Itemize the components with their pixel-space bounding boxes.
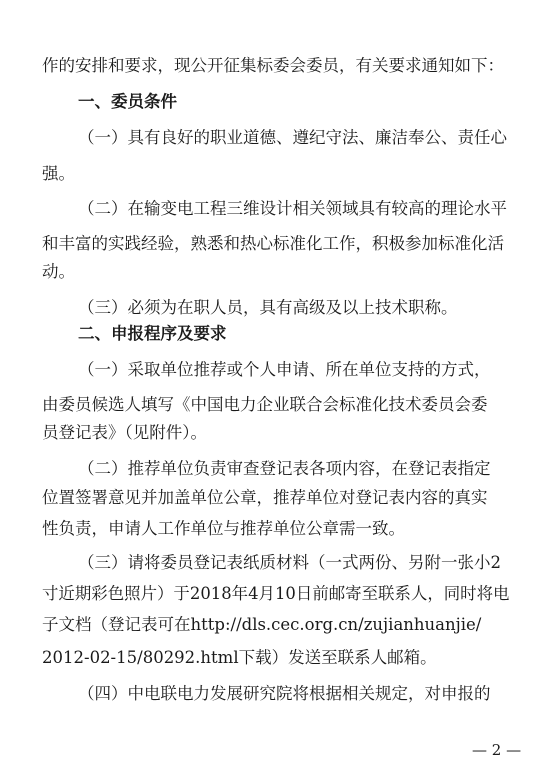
procedure-2-line-3: 性负责，申请人工作单位与推荐单位公章需一致。 [42,519,405,538]
procedure-2-line-1: （二）推荐单位负责审查登记表各项内容，在登记表指定 [78,459,491,478]
condition-3-line-1: （三）必须为在职人员，具有高级及以上技术职称。 [78,298,458,317]
condition-1-line-2: 强。 [42,164,75,183]
procedure-3-line-3: 子文档（登记表可在http://dls.cec.org.cn/zujianhuanjie/ [42,615,482,634]
condition-2-line-3: 动。 [42,262,75,281]
procedure-1-line-2: 由委员候选人填写《中国电力企业联合会标准化技术委员会委 [42,395,488,414]
page-number: — 2 — [472,741,522,759]
condition-2-line-1: （二）在输变电工程三维设计相关领域具有较高的理论水平 [78,199,507,218]
body-line-continuation: 作的安排和要求，现公开征集标委会委员，有关要求通知如下： [42,56,504,75]
section-heading-application-procedure: 二、申报程序及要求 [78,324,227,343]
section-heading-member-conditions: 一、委员条件 [78,92,177,111]
procedure-3-line-4: 2012-02-15/80292.html下载）发送至联系人邮箱。 [42,648,437,667]
procedure-3-line-2: 寸近期彩色照片）于2018年4月10日前邮寄至联系人，同时将电 [42,584,510,603]
procedure-2-line-2: 位置签署意见并加盖单位公章，推荐单位对登记表内容的真实 [42,488,488,507]
condition-1-line-1: （一）具有良好的职业道德、遵纪守法、廉洁奉公、责任心 [78,128,507,147]
procedure-3-line-1: （三）请将委员登记表纸质材料（一式两份、另附一张小2 [78,553,501,572]
condition-2-line-2: 和丰富的实践经验，熟悉和热心标准化工作，积极参加标准化活 [42,234,504,253]
procedure-4-line-1: （四）中电联电力发展研究院将根据相关规定，对申报的 [78,684,491,703]
procedure-1-line-3: 员登记表》（见附件）。 [42,423,207,442]
procedure-1-line-1: （一）采取单位推荐或个人申请、所在单位支持的方式， [78,360,491,379]
